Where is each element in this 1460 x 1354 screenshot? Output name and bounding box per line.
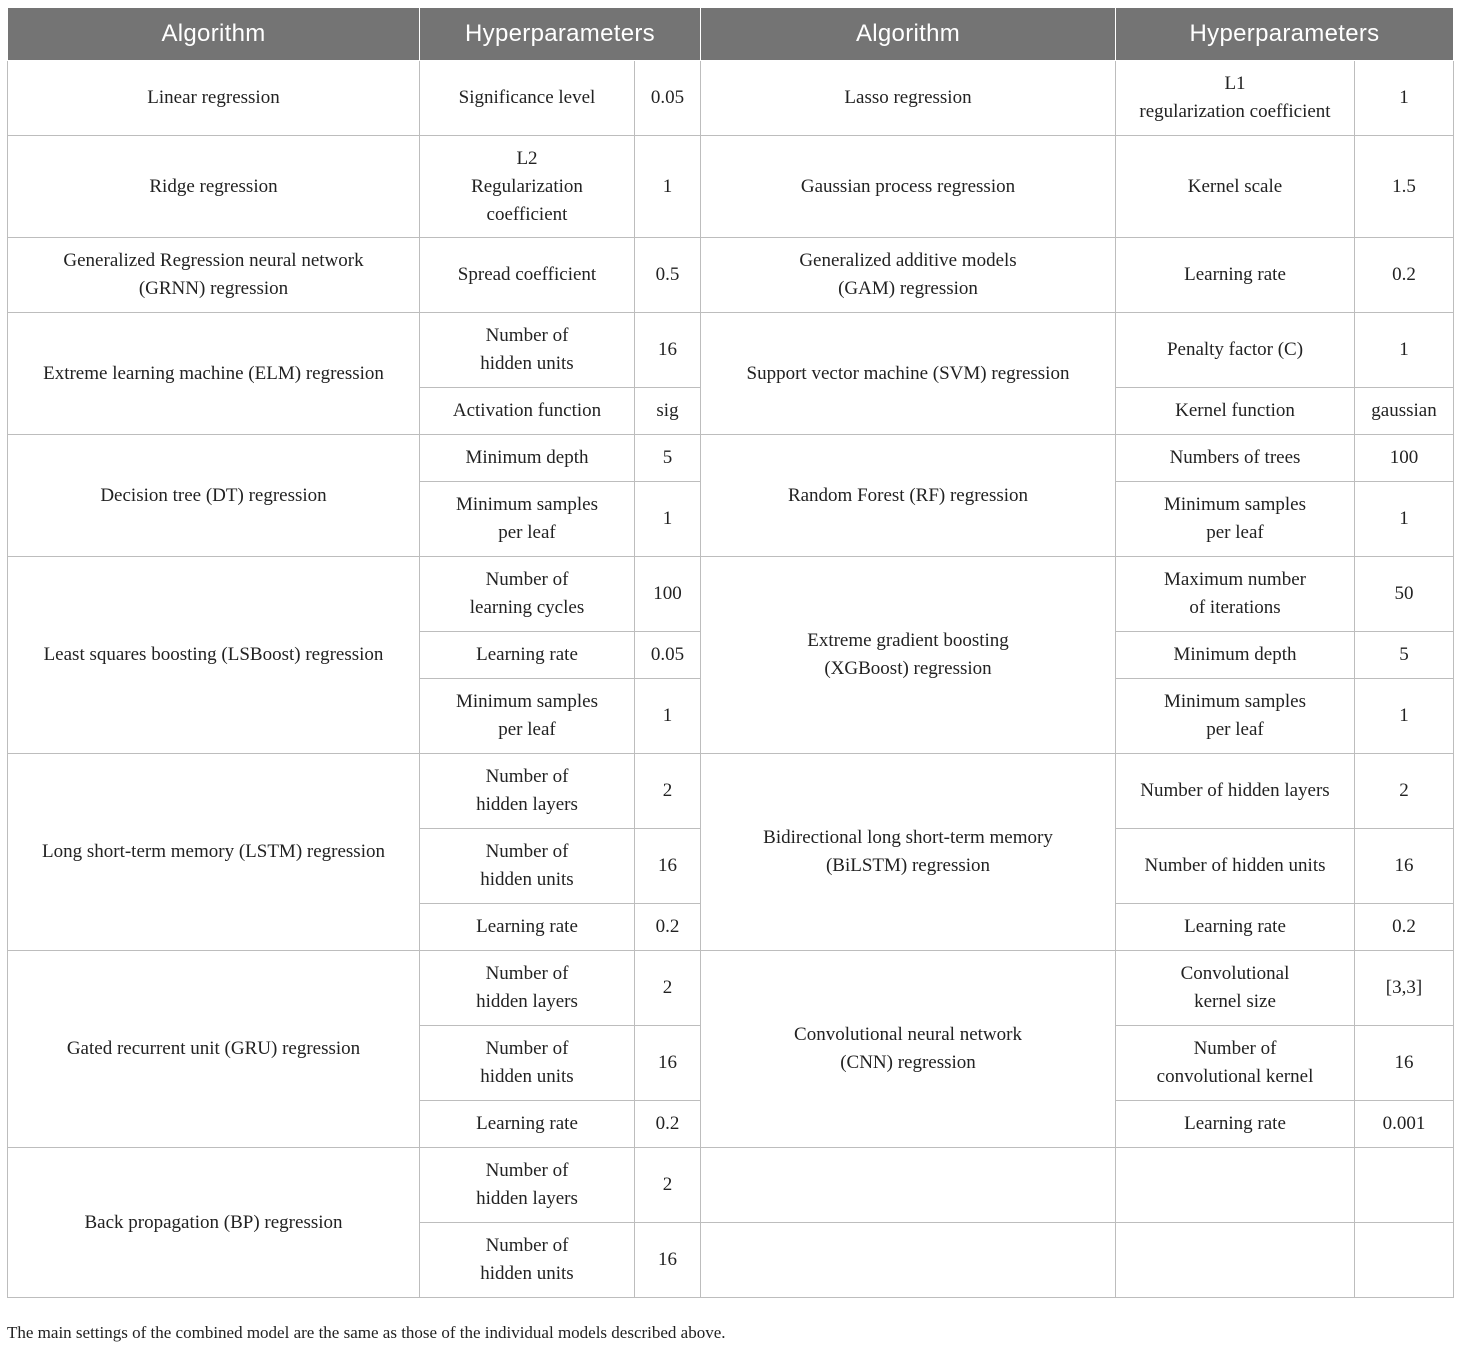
value-cell: 5 [1355, 632, 1454, 679]
algorithm-cell: Random Forest (RF) regression [701, 435, 1116, 557]
value-cell: 0.2 [1355, 238, 1454, 313]
algorithm-cell: Convolutional neural network (CNN) regression [701, 951, 1116, 1148]
algorithm-cell: Decision tree (DT) regression [8, 435, 420, 557]
param-cell: Minimum depth [1116, 632, 1355, 679]
value-cell: 5 [635, 435, 701, 482]
empty-cell [1116, 1223, 1355, 1298]
value-cell: 1 [1355, 61, 1454, 136]
param-cell: Number of hidden layers [1116, 754, 1355, 829]
value-cell: 1 [1355, 313, 1454, 388]
param-cell: L2 Regularization coefficient [420, 136, 635, 238]
algorithm-cell: Lasso regression [701, 61, 1116, 136]
value-cell: 16 [635, 829, 701, 904]
value-cell: 1 [635, 482, 701, 557]
param-cell: Number of hidden units [420, 1026, 635, 1101]
param-cell: Learning rate [420, 1101, 635, 1148]
param-cell: Number of hidden units [1116, 829, 1355, 904]
table-row [8, 557, 1454, 632]
algorithm-cell: Extreme gradient boosting (XGBoost) regression [701, 557, 1116, 754]
param-cell: Kernel function [1116, 388, 1355, 435]
param-cell: Number of learning cycles [420, 557, 635, 632]
value-cell: 50 [1355, 557, 1454, 632]
param-cell: Learning rate [1116, 904, 1355, 951]
table-row [8, 61, 1454, 136]
param-cell: Minimum samples per leaf [420, 482, 635, 557]
param-cell: Learning rate [1116, 238, 1355, 313]
value-cell: 2 [1355, 754, 1454, 829]
value-cell: 100 [635, 557, 701, 632]
header-hyperparameters-right: Hyperparameters [1116, 8, 1454, 61]
table-footnote: The main settings of the combined model are the same as those of the individual models described above. [7, 1323, 726, 1342]
algorithm-cell: Bidirectional long short-term memory (BiLSTM) regression [701, 754, 1116, 951]
param-cell: Convolutional kernel size [1116, 951, 1355, 1026]
value-cell: 0.2 [1355, 904, 1454, 951]
param-cell: Spread coefficient [420, 238, 635, 313]
empty-cell [1355, 1148, 1454, 1223]
empty-cell [701, 1223, 1116, 1298]
header-hyperparameters-left: Hyperparameters [420, 8, 701, 61]
hyperparameter-table [7, 7, 1454, 1298]
value-cell: 100 [1355, 435, 1454, 482]
algorithm-cell: Ridge regression [8, 136, 420, 238]
value-cell: 16 [635, 313, 701, 388]
value-cell: 1 [635, 136, 701, 238]
algorithm-cell: Least squares boosting (LSBoost) regression [8, 557, 420, 754]
param-cell: Significance level [420, 61, 635, 136]
param-cell: Kernel scale [1116, 136, 1355, 238]
value-cell: 2 [635, 754, 701, 829]
table-header-row [8, 8, 1454, 61]
param-cell: Learning rate [420, 632, 635, 679]
algorithm-cell: Long short-term memory (LSTM) regression [8, 754, 420, 951]
table-row [8, 1148, 1454, 1223]
param-cell: Minimum samples per leaf [420, 679, 635, 754]
algorithm-cell: Linear regression [8, 61, 420, 136]
value-cell: 1.5 [1355, 136, 1454, 238]
param-cell: Minimum samples per leaf [1116, 679, 1355, 754]
value-cell: 16 [1355, 829, 1454, 904]
table-row [8, 136, 1454, 238]
value-cell: 0.2 [635, 1101, 701, 1148]
value-cell: 0.001 [1355, 1101, 1454, 1148]
value-cell: 16 [1355, 1026, 1454, 1101]
param-cell: Number of convolutional kernel [1116, 1026, 1355, 1101]
param-cell: Number of hidden units [420, 313, 635, 388]
algorithm-cell: Generalized Regression neural network (GRNN) regression [8, 238, 420, 313]
table-row [8, 435, 1454, 482]
table-row [8, 951, 1454, 1026]
param-cell: Number of hidden layers [420, 951, 635, 1026]
value-cell: 1 [635, 679, 701, 754]
algorithm-cell: Back propagation (BP) regression [8, 1148, 420, 1298]
param-cell: Minimum samples per leaf [1116, 482, 1355, 557]
param-cell: Learning rate [1116, 1101, 1355, 1148]
empty-cell [1355, 1223, 1454, 1298]
table-row [8, 313, 1454, 388]
algorithm-cell: Generalized additive models (GAM) regression [701, 238, 1116, 313]
value-cell: 16 [635, 1223, 701, 1298]
algorithm-cell: Gated recurrent unit (GRU) regression [8, 951, 420, 1148]
value-cell: 0.05 [635, 632, 701, 679]
param-cell: Penalty factor (C) [1116, 313, 1355, 388]
value-cell: 16 [635, 1026, 701, 1101]
param-cell: Learning rate [420, 904, 635, 951]
value-cell: 2 [635, 951, 701, 1026]
value-cell: 0.2 [635, 904, 701, 951]
value-cell: [3,3] [1355, 951, 1454, 1026]
empty-cell [701, 1148, 1116, 1223]
header-algorithm-left: Algorithm [8, 8, 420, 61]
param-cell: Number of hidden layers [420, 1148, 635, 1223]
param-cell: Number of hidden units [420, 829, 635, 904]
algorithm-cell: Extreme learning machine (ELM) regression [8, 313, 420, 435]
value-cell: 1 [1355, 679, 1454, 754]
param-cell: Activation function [420, 388, 635, 435]
param-cell: Number of hidden layers [420, 754, 635, 829]
value-cell: 0.5 [635, 238, 701, 313]
algorithm-cell: Support vector machine (SVM) regression [701, 313, 1116, 435]
value-cell: 0.05 [635, 61, 701, 136]
table-row [8, 238, 1454, 313]
empty-cell [1116, 1148, 1355, 1223]
algorithm-cell: Gaussian process regression [701, 136, 1116, 238]
header-algorithm-right: Algorithm [701, 8, 1116, 61]
value-cell: gaussian [1355, 388, 1454, 435]
param-cell: Minimum depth [420, 435, 635, 482]
param-cell: Number of hidden units [420, 1223, 635, 1298]
value-cell: 2 [635, 1148, 701, 1223]
param-cell: Maximum number of iterations [1116, 557, 1355, 632]
param-cell: Numbers of trees [1116, 435, 1355, 482]
value-cell: sig [635, 388, 701, 435]
param-cell: L1 regularization coefficient [1116, 61, 1355, 136]
table-row [8, 754, 1454, 829]
value-cell: 1 [1355, 482, 1454, 557]
